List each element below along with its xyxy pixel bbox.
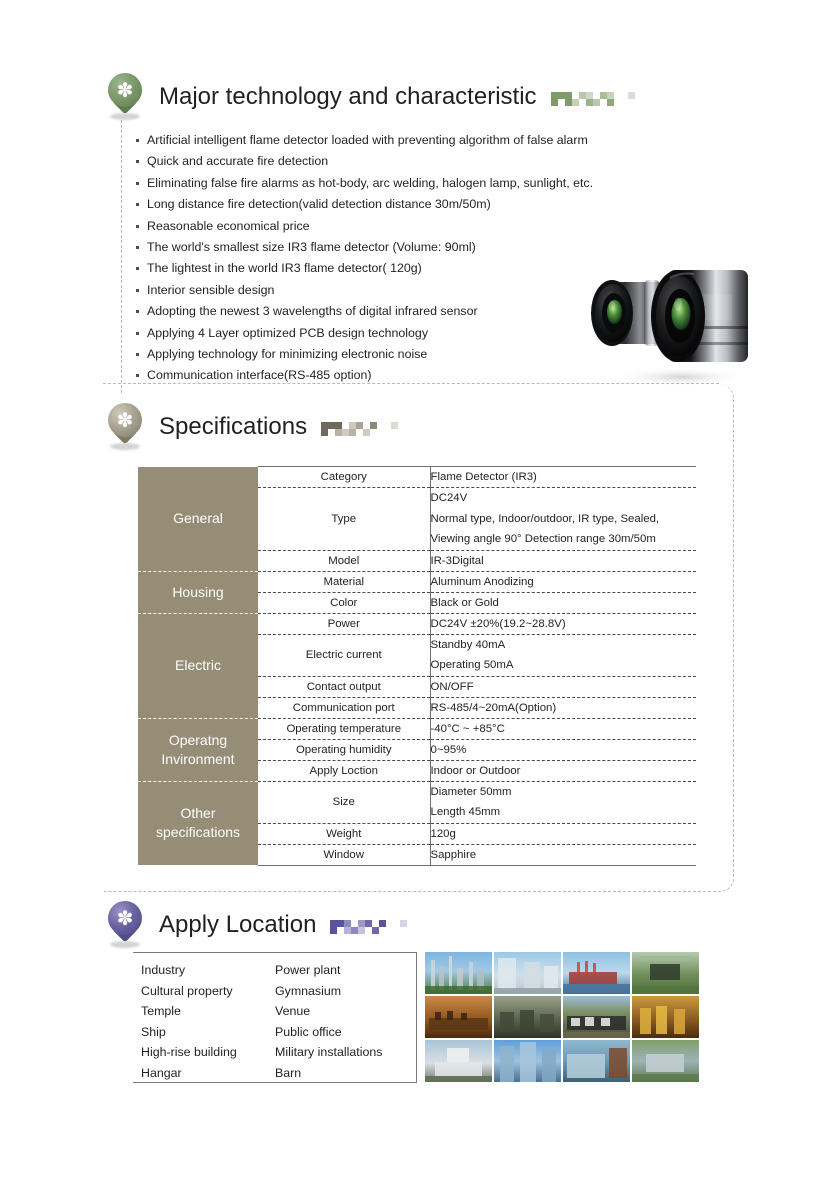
table-row <box>138 613 696 634</box>
spec-value <box>430 467 696 488</box>
spec-value-line: IR-3Digital <box>430 554 484 567</box>
spec-key: Window <box>258 844 430 865</box>
dashed-connector-line <box>121 120 122 393</box>
spec-value-line: Standby 40mA <box>430 638 506 651</box>
spec-value <box>430 634 696 676</box>
spec-value-line: Length 45mm <box>430 806 501 818</box>
location-item: Gymnasium <box>275 983 342 998</box>
location-item: Temple <box>141 1004 181 1019</box>
section-title: Specifications <box>159 413 308 440</box>
spec-group-label: General <box>138 467 258 572</box>
spec-key: Model <box>258 550 430 571</box>
table-row <box>138 781 696 823</box>
feature-item: Reasonable economical price <box>136 216 804 237</box>
feature-item: Adopting the newest 3 wavelengths of digital infrared sensor <box>136 301 804 322</box>
spec-value <box>430 550 696 571</box>
spec-key: Operating temperature <box>258 718 430 739</box>
location-item: Military installations <box>275 1045 383 1060</box>
feature-item: Eliminating false fire alarms as hot-body, arc welding, halogen lamp, sunlight, etc. <box>136 173 804 194</box>
location-item: Venue <box>275 1004 311 1019</box>
feature-item: Long distance fire detection(valid detection distance 30m/50m) <box>136 194 804 215</box>
photo-modern-office-building <box>563 1040 630 1082</box>
section-title: Major technology and characteristic <box>159 83 537 110</box>
photo-skyscrapers <box>494 1040 561 1082</box>
section-title: Apply Location <box>159 911 317 938</box>
spec-value <box>430 613 696 634</box>
spec-value-line: Sapphire <box>430 848 477 861</box>
spec-group-label: Electric <box>138 613 258 718</box>
spec-value <box>430 571 696 592</box>
photo-shipyard-vessel <box>563 952 630 994</box>
spec-value <box>430 823 696 844</box>
spec-key: Communication port <box>258 697 430 718</box>
spec-value-line: 0~95% <box>430 743 467 756</box>
spec-key: Apply Loction <box>258 760 430 781</box>
spec-key: Power <box>258 613 430 634</box>
feature-item: Applying 4 Layer optimized PCB design technology <box>136 323 804 344</box>
spec-value-line: DC24V ±20%(19.2~28.8V) <box>430 617 566 630</box>
feature-item: The lightest in the world IR3 flame detector( 120g) <box>136 258 804 279</box>
photo-arena-aerial <box>632 1040 699 1082</box>
location-item: Power plant <box>275 963 341 977</box>
map-pin-icon-khaki <box>108 403 142 451</box>
photo-temple-buddha-statues <box>632 996 699 1038</box>
location-column-left <box>141 960 275 1082</box>
product-photo-ir3-detector <box>586 260 772 388</box>
photo-orchestra-hall <box>425 996 492 1038</box>
location-item: Hangar <box>141 1065 182 1080</box>
spec-value <box>430 718 696 739</box>
decorative-mosaic-khaki <box>321 422 398 436</box>
location-item: Cultural property <box>141 983 233 998</box>
specifications-table <box>138 466 696 866</box>
spec-value-line: Flame Detector (IR3) <box>430 471 537 483</box>
spec-value <box>430 697 696 718</box>
spec-value <box>430 592 696 613</box>
section-specifications <box>104 400 804 454</box>
spec-key: Category <box>258 467 430 488</box>
application-photo-grid <box>425 952 699 1082</box>
spec-key: Contact output <box>258 676 430 697</box>
spec-value-line: Operating 50mA <box>430 659 514 671</box>
location-item: Public office <box>275 1024 342 1039</box>
spec-value-line: Indoor or Outdoor <box>430 764 521 777</box>
asterisk-icon: ✽ <box>116 78 134 102</box>
photo-capitol-building <box>425 1040 492 1082</box>
photo-cooling-towers <box>494 952 561 994</box>
apply-location-body <box>133 952 705 1084</box>
asterisk-icon: ✽ <box>116 906 134 930</box>
spec-value-line: Normal type, Indoor/outdoor, IR type, Sealed, <box>430 512 660 525</box>
spec-group-label: Other specifications <box>138 781 258 865</box>
photo-petrochemical-plant <box>425 952 492 994</box>
spec-group-label: Operatng Invironment <box>138 718 258 781</box>
spec-key: Weight <box>258 823 430 844</box>
spec-value <box>430 760 696 781</box>
spec-value-line: DC24V <box>430 492 468 504</box>
section-major-technology <box>104 70 804 387</box>
table-row <box>138 467 696 488</box>
decorative-mosaic-purple <box>330 920 407 934</box>
spec-key: Type <box>258 488 430 551</box>
spec-value-line: -40°C ~ +85°C <box>430 722 505 735</box>
feature-item: Applying technology for minimizing electronic noise <box>136 344 804 365</box>
spec-key: Material <box>258 571 430 592</box>
location-item: Ship <box>141 1024 166 1039</box>
spec-key: Operating humidity <box>258 739 430 760</box>
feature-item: The world's smallest size IR3 flame detector (Volume: 90ml) <box>136 237 804 258</box>
spec-value-line: Aluminum Anodizing <box>430 575 534 588</box>
location-column-right <box>275 960 409 1082</box>
feature-item: Quick and accurate fire detection <box>136 151 804 172</box>
location-item: High-rise building <box>141 1045 237 1060</box>
decorative-mosaic-green <box>551 92 635 106</box>
spec-value-line: Black or Gold <box>430 596 499 609</box>
spec-key: Color <box>258 592 430 613</box>
feature-item: Communication interface(RS-485 option) <box>136 365 804 386</box>
map-pin-icon-green <box>108 73 142 121</box>
location-item: Barn <box>275 1065 302 1080</box>
spec-value <box>430 676 696 697</box>
spec-value-line: 120g <box>430 827 456 840</box>
spec-key: Electric current <box>258 634 430 676</box>
feature-item: Artificial intelligent flame detector loaded with preventing algorithm of false alarm <box>136 130 804 151</box>
location-item: Industry <box>141 963 186 977</box>
spec-key: Size <box>258 781 430 823</box>
photo-stadium-aerial <box>632 952 699 994</box>
spec-value <box>430 844 696 865</box>
spec-value-line: RS-485/4~20mA(Option) <box>430 701 557 714</box>
spec-value <box>430 781 696 823</box>
table-row <box>138 571 696 592</box>
asterisk-icon: ✽ <box>116 408 134 432</box>
spec-value <box>430 488 696 551</box>
table-row <box>138 718 696 739</box>
feature-item: Interior sensible design <box>136 280 804 301</box>
spec-value-line: Viewing angle 90° Detection range 30m/50m <box>430 533 656 545</box>
photo-military-soldiers <box>494 996 561 1038</box>
spec-group-label: Housing <box>138 571 258 613</box>
photo-cattle-barn <box>563 996 630 1038</box>
map-pin-icon-purple <box>108 901 142 949</box>
spec-value <box>430 739 696 760</box>
location-list-box <box>133 952 417 1083</box>
section-apply-location <box>104 898 804 952</box>
spec-value-line: Diameter 50mm <box>430 785 512 798</box>
major-technology-header <box>104 70 804 124</box>
apply-location-header <box>104 898 804 952</box>
spec-value-line: ON/OFF <box>430 680 474 693</box>
specifications-header <box>104 400 804 454</box>
